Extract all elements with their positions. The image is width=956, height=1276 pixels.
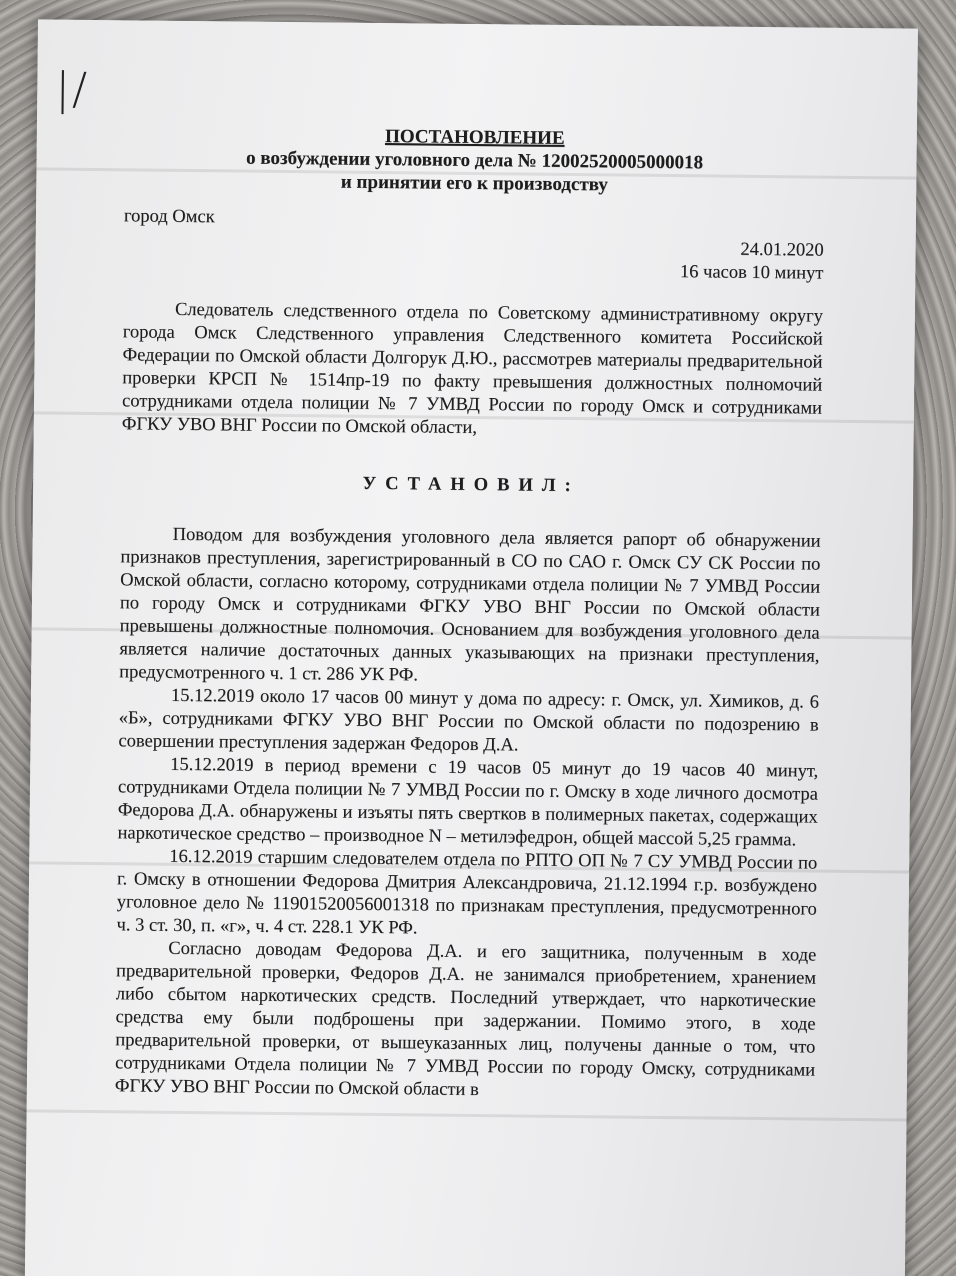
section-heading: УСТАНОВИЛ: [362,473,580,497]
body-paragraph-5: Согласно доводам Федорова Д.А. и его защитника, полученным в ходе предварительной проверки, Федоров Д.А. не занимался приобретением, хранением либо сбытом наркотических средств. Последний утверждает, что наркотические средства ему были подброшены при задержании. Помимо этого, в ходе предварительной проверки, от вышеуказанных лиц, получены данные о том, что сотрудниками Отдела полиции № 7 УМВД России по городу Омску, сотрудниками ФГКУ УВО ВНГ России по Омской области в [114,938,817,1101]
document-sheet [25,19,918,1276]
body-paragraph-2: 15.12.2019 около 17 часов 00 минут у дома по адресу: г. Омск, ул. Химиков, д. 6 «Б», сотрудниками ФГКУ УВО ВНГ России по Омской области по подозрению в совершении преступления задержан Федоров Д.А. [118,685,820,756]
page-number-mark: |/ [55,63,90,115]
scan-streak [27,1109,907,1121]
title-subject-continued: и принятии его к производству [340,171,608,196]
title-main: ПОСТАНОВЛЕНИЕ [384,126,565,149]
intro-paragraph: Следователь следственного отдела по Советскому административному округу города Омск Следственного управления Следственного комитета Российской Федерации по Омской области Долгорук Д.Ю., рассмотрев материалы предварительной проверки КРСП № 1514пр-19 по факту превышения должностных полномочий сотрудниками отдела полиции № 7 УМВД России по городу Омск и сотрудниками ФГКУ УВО ВНГ России по Омской области, [121,299,824,439]
body-paragraph-1: Поводом для возбуждения уголовного дела является рапорт об обнаружении признаков преступления, зарегистрированный в СО по САО г. Омск СУ СК России по Омской области, согласно которому, сотрудниками отдела полиции № 7 УМВД России по городу Омск и сотрудниками ФГКУ УВО ВНГ России по Омской области превышены должностные полномочия. Основанием для возбуждения уголовного дела является наличие достаточных данных указывающих на признаки преступления, предусмотренного ч. 1 ст. 286 УК РФ. [119,524,821,686]
document-title [124,122,825,198]
title-subject: о возбуждении уголовного дела № 12002520005000018 [245,147,704,174]
body-paragraph-4: 16.12.2019 старшим следователем отдела по РПТО ОП № 7 СУ УМВД России по г. Омску в отношении Федорова Дмитрия Александровича, 21.12.1994 г.р. возбуждено уголовное дело № 11901520056001318 по признакам преступления, предусмотренного ч. 3 ст. 30, п. «г», ч. 4 ст. 228.1 УК РФ. [116,846,818,939]
document-body [115,122,825,1105]
body-paragraph-3: 15.12.2019 в период времени с 19 часов 05 минут до 19 часов 40 минут, сотрудниками Отдела полиции № 7 УМВД России по г. Омску в ходе личного досмотра Федорова Д.А. обнаружены и изъяты пять свертков в полимерных пакетах, содержащих наркотическое средство – производное N – метилэфедрон, общей массой 5,25 грамма. [117,754,819,851]
document-time: 16 часов 10 минут [679,262,824,284]
document-date: 24.01.2020 [740,239,824,261]
city-label: город Омск [123,206,215,228]
